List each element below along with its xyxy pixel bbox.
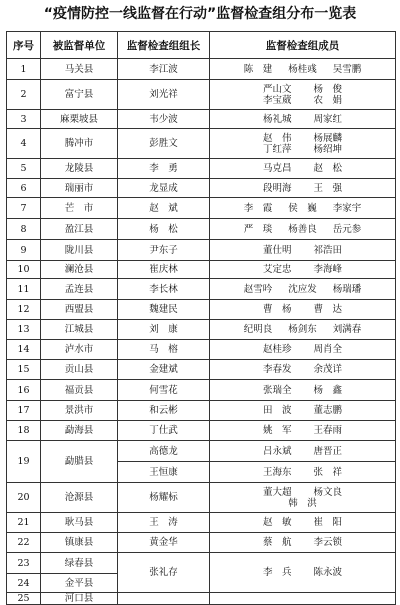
member-name: 严山文 [262,83,292,95]
member-name: 严 琰 [243,223,273,235]
member-line [210,114,395,125]
member-name: 丁红萍 [262,143,292,155]
row-members [210,198,396,219]
member-name: 韩 洪 [288,497,317,509]
member-line [210,517,395,528]
header-members: 监督检查组成员 [210,32,396,59]
table-row [7,59,396,80]
row-members [210,401,396,421]
row-leader: 王 涛 [118,513,210,533]
row-unit: 贡山县 [41,360,118,380]
row-unit: 绿春县 [41,553,118,574]
header-seq: 序号 [7,32,41,59]
member-name: 曹 达 [313,304,343,315]
member-name: 周肖全 [313,344,343,355]
row-leader: 龙显成 [118,179,210,198]
row-members [210,462,396,483]
member-line [210,405,395,416]
header-leader: 监督检查组组长 [118,32,210,59]
row-unit: 孟连县 [41,279,118,300]
row-unit: 镇康县 [41,533,118,553]
row-members [210,300,396,320]
table-row [7,533,396,553]
row-seq: 25 [7,593,41,605]
table-row [7,340,396,360]
member-name: 王春雨 [313,425,343,436]
member-name: 纪明良 [243,324,273,335]
row-leader: 李长林 [118,279,210,300]
row-leader: 黄金华 [118,533,210,553]
row-leader: 丁仕武 [118,421,210,441]
row-members [210,533,396,553]
member-line [210,324,395,335]
row-seq: 13 [7,320,41,340]
inspection-table [6,31,396,605]
row-seq: 17 [7,401,41,421]
row-members [210,80,396,110]
member-name: 周家红 [313,113,343,125]
member-name: 董志鹏 [313,405,343,416]
member-line [210,224,395,235]
member-line [210,567,395,578]
row-unit: 景洪市 [41,401,118,421]
row-leader: 和云彬 [118,401,210,421]
row-seq: 2 [7,80,41,110]
member-name: 赵 敏 [262,517,292,528]
row-seq: 6 [7,179,41,198]
row-leader: 魏建民 [118,300,210,320]
row-seq: 12 [7,300,41,320]
row-leader: 金建斌 [118,360,210,380]
row-members [210,320,396,340]
member-name: 杨礼城 [262,113,292,125]
row-leader: 崔庆林 [118,261,210,279]
row-leader: 杨 松 [118,219,210,240]
row-seq: 3 [7,110,41,129]
member-name: 刘满春 [332,324,362,335]
table-row [7,279,396,300]
row-seq: 20 [7,483,41,513]
row-members [210,110,396,129]
header-unit: 被监督单位 [41,32,118,59]
row-members [210,441,396,462]
table-row [7,421,396,441]
member-line [210,487,395,498]
row-seq: 9 [7,240,41,261]
member-name: 张 祥 [313,466,343,478]
member-line [210,64,395,75]
member-name: 杨绍坤 [313,143,343,155]
row-seq: 15 [7,360,41,380]
row-unit: 澜沧县 [41,261,118,279]
member-line [210,364,395,375]
member-name: 杨展麟 [313,132,343,144]
row-unit: 沧源县 [41,483,118,513]
row-seq: 7 [7,198,41,219]
table-row [7,300,396,320]
table-row [7,129,396,159]
member-name: 董大超 [262,486,292,498]
row-leader: 何雪花 [118,380,210,401]
row-members [210,553,396,593]
row-members [210,240,396,261]
member-name: 李家宇 [332,202,362,214]
row-leader: 杨耀标 [118,483,210,513]
member-line [210,133,395,144]
member-name: 蔡 航 [262,537,292,548]
row-unit: 盈江县 [41,219,118,240]
row-seq: 18 [7,421,41,441]
member-name: 李云锁 [313,537,343,548]
row-unit: 金平县 [41,574,118,593]
member-name: 曹 杨 [262,304,292,315]
row-unit: 泸水市 [41,340,118,360]
member-name: 杨剑东 [288,324,317,335]
row-unit: 麻栗坡县 [41,110,118,129]
table-row [7,360,396,380]
row-unit: 西盟县 [41,300,118,320]
member-line [210,385,395,396]
member-name: 马克昌 [262,163,292,174]
row-members [210,421,396,441]
row-unit: 腾冲市 [41,129,118,159]
member-line [210,264,395,275]
member-name: 李宝葳 [262,94,292,106]
member-line [210,84,395,95]
member-name: 祁浩田 [313,244,343,256]
row-leader: 赵 斌 [118,198,210,219]
member-line [210,245,395,256]
row-unit: 河口县 [41,593,118,605]
member-name: 余茂详 [313,364,343,375]
row-unit: 龙陵县 [41,159,118,179]
member-name: 张瑞全 [262,384,292,396]
member-name: 王 强 [313,182,343,194]
member-line [210,446,395,457]
row-leader: 彭胜文 [118,129,210,159]
row-unit: 陇川县 [41,240,118,261]
row-leader: 刘 康 [118,320,210,340]
member-name: 艾定忠 [262,264,292,275]
member-name: 赵雪吟 [243,283,273,295]
row-members [210,380,396,401]
row-leader: 韦少波 [118,110,210,129]
row-unit: 芒 市 [41,198,118,219]
row-seq: 1 [7,59,41,80]
row-leader: 张礼存 [118,553,210,593]
table-row [7,320,396,340]
member-name: 李春发 [262,364,292,375]
member-line [210,163,395,174]
member-name: 杨桂彧 [288,63,317,75]
row-leader: 高德龙 [118,441,210,462]
member-line [210,537,395,548]
row-seq: 4 [7,129,41,159]
member-name: 姚 军 [262,425,292,436]
page-title: “疫情防控一线监督在行动”监督检查组分布一览表 [43,6,357,22]
member-name: 侯 巍 [288,202,317,214]
member-line [210,144,395,155]
member-line [210,183,395,194]
table-row [7,441,396,462]
row-members [210,360,396,380]
table-row [7,159,396,179]
member-name: 杨 鑫 [313,384,343,396]
row-unit: 江城县 [41,320,118,340]
member-name: 田 波 [262,405,292,416]
table-row [7,593,396,605]
table-row [7,380,396,401]
member-name: 陈 建 [243,63,273,75]
row-seq: 5 [7,159,41,179]
row-seq: 8 [7,219,41,240]
table-row [7,553,396,574]
member-name: 崔 阳 [313,517,343,528]
member-name: 董仕明 [262,244,292,256]
row-members [210,129,396,159]
table-row [7,261,396,279]
member-name: 赵 伟 [262,132,292,144]
table-row [7,110,396,129]
row-members [210,159,396,179]
table-row [7,179,396,198]
member-name: 杨文良 [313,486,343,498]
row-members [210,279,396,300]
row-seq: 19 [7,441,41,483]
row-seq: 10 [7,261,41,279]
member-name: 农 娟 [313,94,343,106]
table-row [7,80,396,110]
row-unit: 富宁县 [41,80,118,110]
row-members [210,261,396,279]
row-seq: 14 [7,340,41,360]
member-line [210,95,395,106]
row-unit: 瑞丽市 [41,179,118,198]
member-name: 杨善良 [288,223,317,235]
table-row [7,198,396,219]
member-name: 李海峰 [313,264,343,275]
row-unit: 耿马县 [41,513,118,533]
member-line [210,467,395,478]
row-leader [118,593,210,605]
member-name: 段明海 [262,182,292,194]
member-name: 岳元参 [332,223,362,235]
member-name: 王海东 [262,466,292,478]
table-row [7,240,396,261]
row-seq: 16 [7,380,41,401]
row-members [210,513,396,533]
row-seq: 24 [7,574,41,593]
row-members [210,59,396,80]
member-name: 吴雪鹏 [332,63,362,75]
member-name: 李 兵 [262,567,292,578]
member-name: 杨 俊 [313,83,343,95]
row-members [210,179,396,198]
member-name: 沈应发 [288,283,317,295]
table-row [7,513,396,533]
table-body [7,59,396,605]
member-line [210,203,395,214]
member-name: 杨瑞璠 [332,283,362,295]
row-unit: 勐海县 [41,421,118,441]
member-line [210,284,395,295]
row-members [210,340,396,360]
row-leader: 王恒康 [118,462,210,483]
member-line [210,425,395,436]
member-name: 陈永波 [313,567,343,578]
member-line [210,304,395,315]
row-members [210,483,396,513]
row-seq: 11 [7,279,41,300]
row-seq: 22 [7,533,41,553]
row-leader: 尹东子 [118,240,210,261]
row-leader: 刘光祥 [118,80,210,110]
row-members [210,593,396,605]
table-row [7,219,396,240]
row-unit: 马关县 [41,59,118,80]
table-header-row [7,32,396,59]
row-leader: 马 榕 [118,340,210,360]
row-members [210,219,396,240]
member-name: 赵桂珍 [262,344,292,355]
row-leader: 李 勇 [118,159,210,179]
member-name: 吕永斌 [262,445,292,457]
row-leader: 李江波 [118,59,210,80]
member-name: 赵 松 [313,163,343,174]
row-seq: 23 [7,553,41,574]
table-row [7,483,396,513]
member-line [210,344,395,355]
member-line [210,498,395,509]
member-name: 李 霞 [243,202,273,214]
table-row [7,401,396,421]
row-unit: 福贡县 [41,380,118,401]
row-seq: 21 [7,513,41,533]
member-name: 唐晋正 [313,445,343,457]
row-unit: 勐腊县 [41,441,118,483]
